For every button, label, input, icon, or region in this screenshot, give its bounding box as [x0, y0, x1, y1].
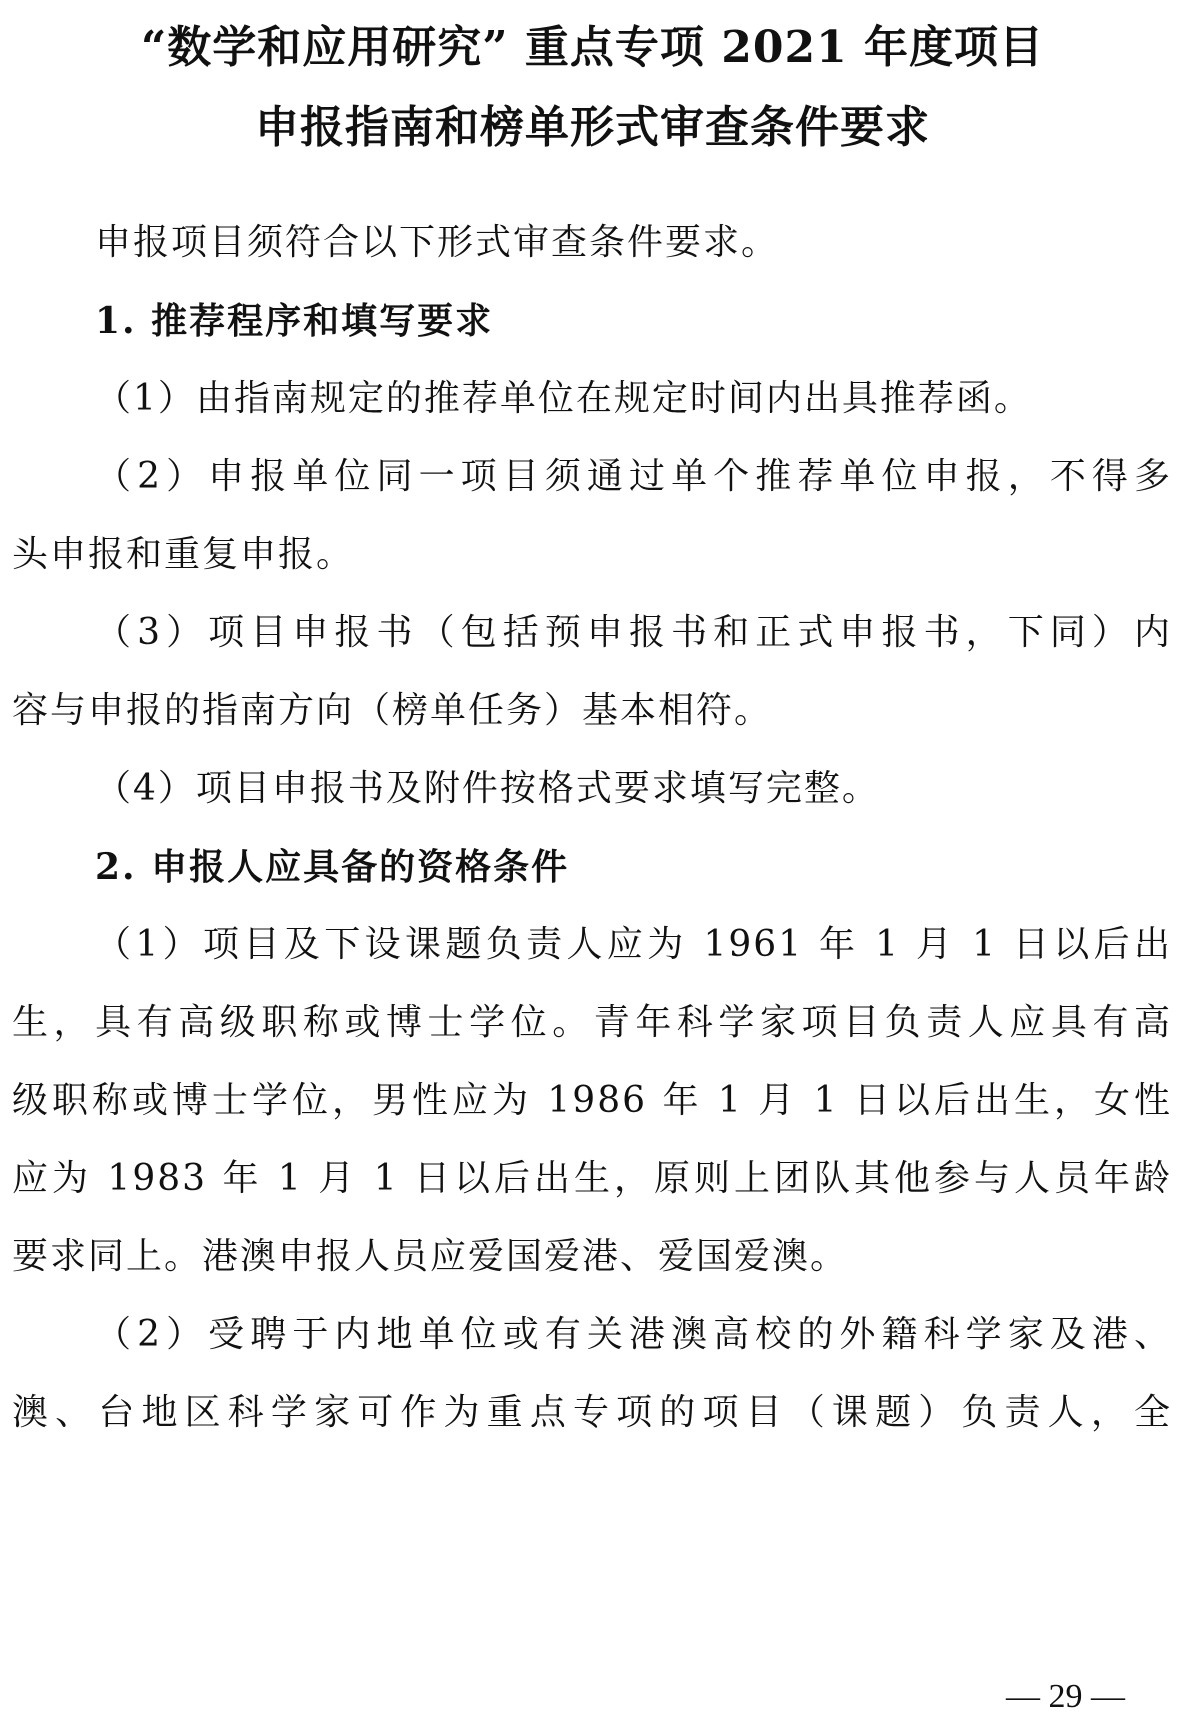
item-2-1-line-5: 要求同上。港澳申报人员应爱国爱港、爱国爱澳。: [12, 1236, 849, 1277]
item-2-1-line-1: （1）项目及下设课题负责人应为 1961 年 1 月 1 日以后出: [95, 924, 1172, 965]
item-2-2-line-2: 澳、台地区科学家可作为重点专项的项目（课题）负责人，全: [12, 1392, 1172, 1433]
intro-paragraph: 申报项目须符合以下形式审查条件要求。: [95, 222, 780, 263]
page-number: — 29 —: [1006, 1678, 1125, 1715]
item-1-3-line-1: （3）项目申报书（包括预申报书和正式申报书，下同）内: [95, 612, 1172, 653]
item-2-1-line-2: 生，具有高级职称或博士学位。青年科学家项目负责人应具有高: [12, 1002, 1172, 1043]
item-1-1: （1）由指南规定的推荐单位在规定时间内出具推荐函。: [95, 378, 1032, 419]
item-2-1-line-4: 应为 1983 年 1 月 1 日以后出生，原则上团队其他参与人员年龄: [12, 1158, 1172, 1199]
item-1-2-line-1: （2）申报单位同一项目须通过单个推荐单位申报，不得多: [95, 456, 1172, 497]
item-1-4: （4）项目申报书及附件按格式要求填写完整。: [95, 768, 880, 809]
document-title-line-2: 申报指南和榜单形式审查条件要求: [255, 102, 930, 153]
item-2-2-line-1: （2）受聘于内地单位或有关港澳高校的外籍科学家及港、: [95, 1314, 1172, 1355]
section-heading-2: 2. 申报人应具备的资格条件: [95, 846, 570, 888]
item-1-3-line-2: 容与申报的指南方向（榜单任务）基本相符。: [12, 690, 773, 731]
item-2-1-line-3: 级职称或博士学位，男性应为 1986 年 1 月 1 日以后出生，女性: [12, 1080, 1172, 1121]
item-1-2-line-2: 头申报和重复申报。: [12, 534, 355, 575]
document-title-line-1: “数学和应用研究” 重点专项 2021 年度项目: [140, 22, 1045, 73]
section-heading-1: 1. 推荐程序和填写要求: [95, 300, 494, 342]
